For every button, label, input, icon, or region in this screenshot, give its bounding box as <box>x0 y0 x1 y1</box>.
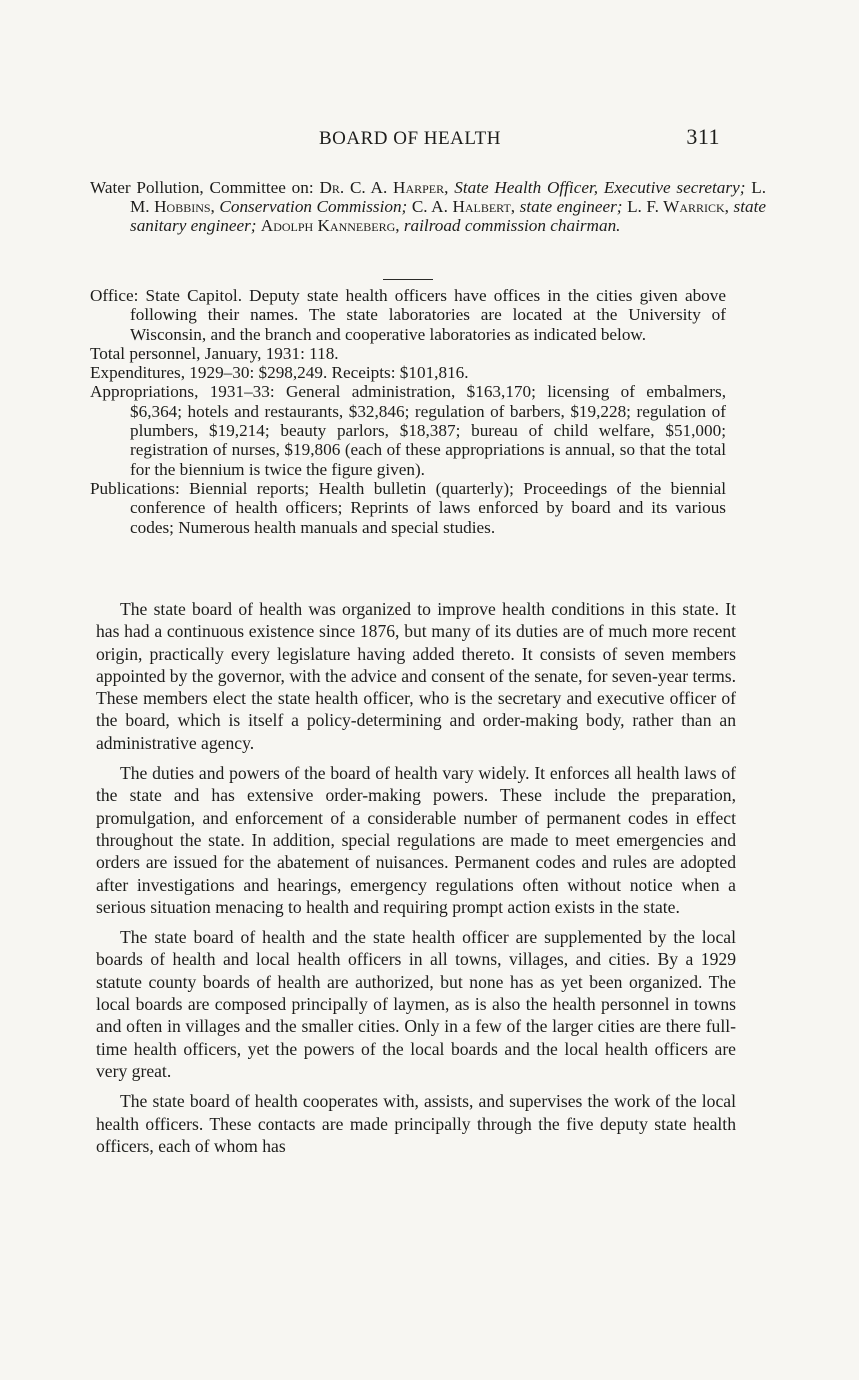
member-name: C. A. Halbert, <box>411 197 516 217</box>
office-entry: Office: State Capitol. Deputy state health officers have offices in the cities given above following their names. The state laboratories are located at the University of Wisconsin, and the branch and cooperative laboratories as indicated below. <box>90 286 726 344</box>
paragraph: The duties and powers of the board of health vary widely. It enforces all health laws of the state and has extensive order-making powers. These include the preparation, promulgation, and enforcement of a considerable number of permanent codes in effect throughout the state. In addition, special regulations are made to meet emergencies and orders are issued for the abatement of nuisances. Permanent codes and rules are adopted after investigations and hearings, emergency regulations often without notice when a serious situation menacing to health and requiring prompt action exists in the state. <box>96 763 736 917</box>
page-title: BOARD OF HEALTH <box>318 128 502 149</box>
publications-entry: Publications: Biennial reports; Health bulletin (quarterly); Proceedings of the biennial conference of health officers; Reprints of laws enforced by board and its various codes; Numerous health manuals and special studies. <box>90 478 726 537</box>
water-pollution-committee-entry <box>90 178 766 236</box>
member-name: L. F. Warrick, <box>627 197 729 217</box>
paragraph: The state board of health and the state health officer are supplemented by the local boards of health and local health officers in all towns, villages, and cities. By a 1929 statute county boards of health are authorized, but none has as yet been organized. The local boards are composed principally of laymen, as is also the health personnel in towns and often in villages and the smaller cities. Only in a few of the larger cities are there full-time health officers, yet the powers of the local boards and the local health officers are very great. <box>96 927 736 1081</box>
page-number: 311 <box>686 124 720 149</box>
running-head <box>96 124 724 154</box>
member-role: Conservation Commission; <box>219 197 408 217</box>
committee-label: Water Pollution, Committee on: <box>90 178 314 197</box>
paragraph: The state board of health cooperates with, assists, and supervises the work of the local health officers. These contacts are made principally through the five deputy state health officers, each of whom has <box>96 1091 736 1156</box>
body-text <box>96 598 736 1165</box>
member-name: L. M. Hobbins, <box>130 178 767 217</box>
member-role: State Health Officer, Executive secretary; <box>454 178 746 197</box>
facts-block <box>90 286 726 537</box>
member-role: state sanitary engineer; <box>130 197 766 236</box>
personnel-entry: Total personnel, January, 1931: 118. <box>90 343 339 363</box>
appropriations-entry: Appropriations, 1931–33: General administration, $163,170; licensing of embalmers, $6,364; hotels and restaurants, $32,846; regulation of barbers, $19,228; regulation of plumbers, $19,214; beauty parlors, $18,387; bureau of child welfare, $51,000; registration of nurses, $19,806 (each of these appropriations is annual, so that the total for the biennium is twice the figure given). <box>90 382 726 479</box>
expenditures-entry: Expenditures, 1929–30: $298,249. Receipts: $101,816. <box>90 363 469 383</box>
member-name: Dr. C. A. Harper, <box>319 178 449 197</box>
paragraph: The state board of health was organized to improve health conditions in this state. It has had a continuous existence since 1876, but many of its duties are of much more recent origin, practically every legislature having added thereto. It consists of seven members appointed by the governor, with the advice and consent of the senate, for seven-year terms. These members elect the state health officer, who is the secretary and executive officer of the board, which is itself a policy-determining and order-making body, rather than an administrative agency. <box>96 599 736 753</box>
section-divider <box>383 279 433 280</box>
member-name: Adolph Kanneberg, <box>260 216 400 236</box>
member-role: state engineer; <box>519 197 623 217</box>
member-role: railroad commission chairman. <box>403 216 621 236</box>
